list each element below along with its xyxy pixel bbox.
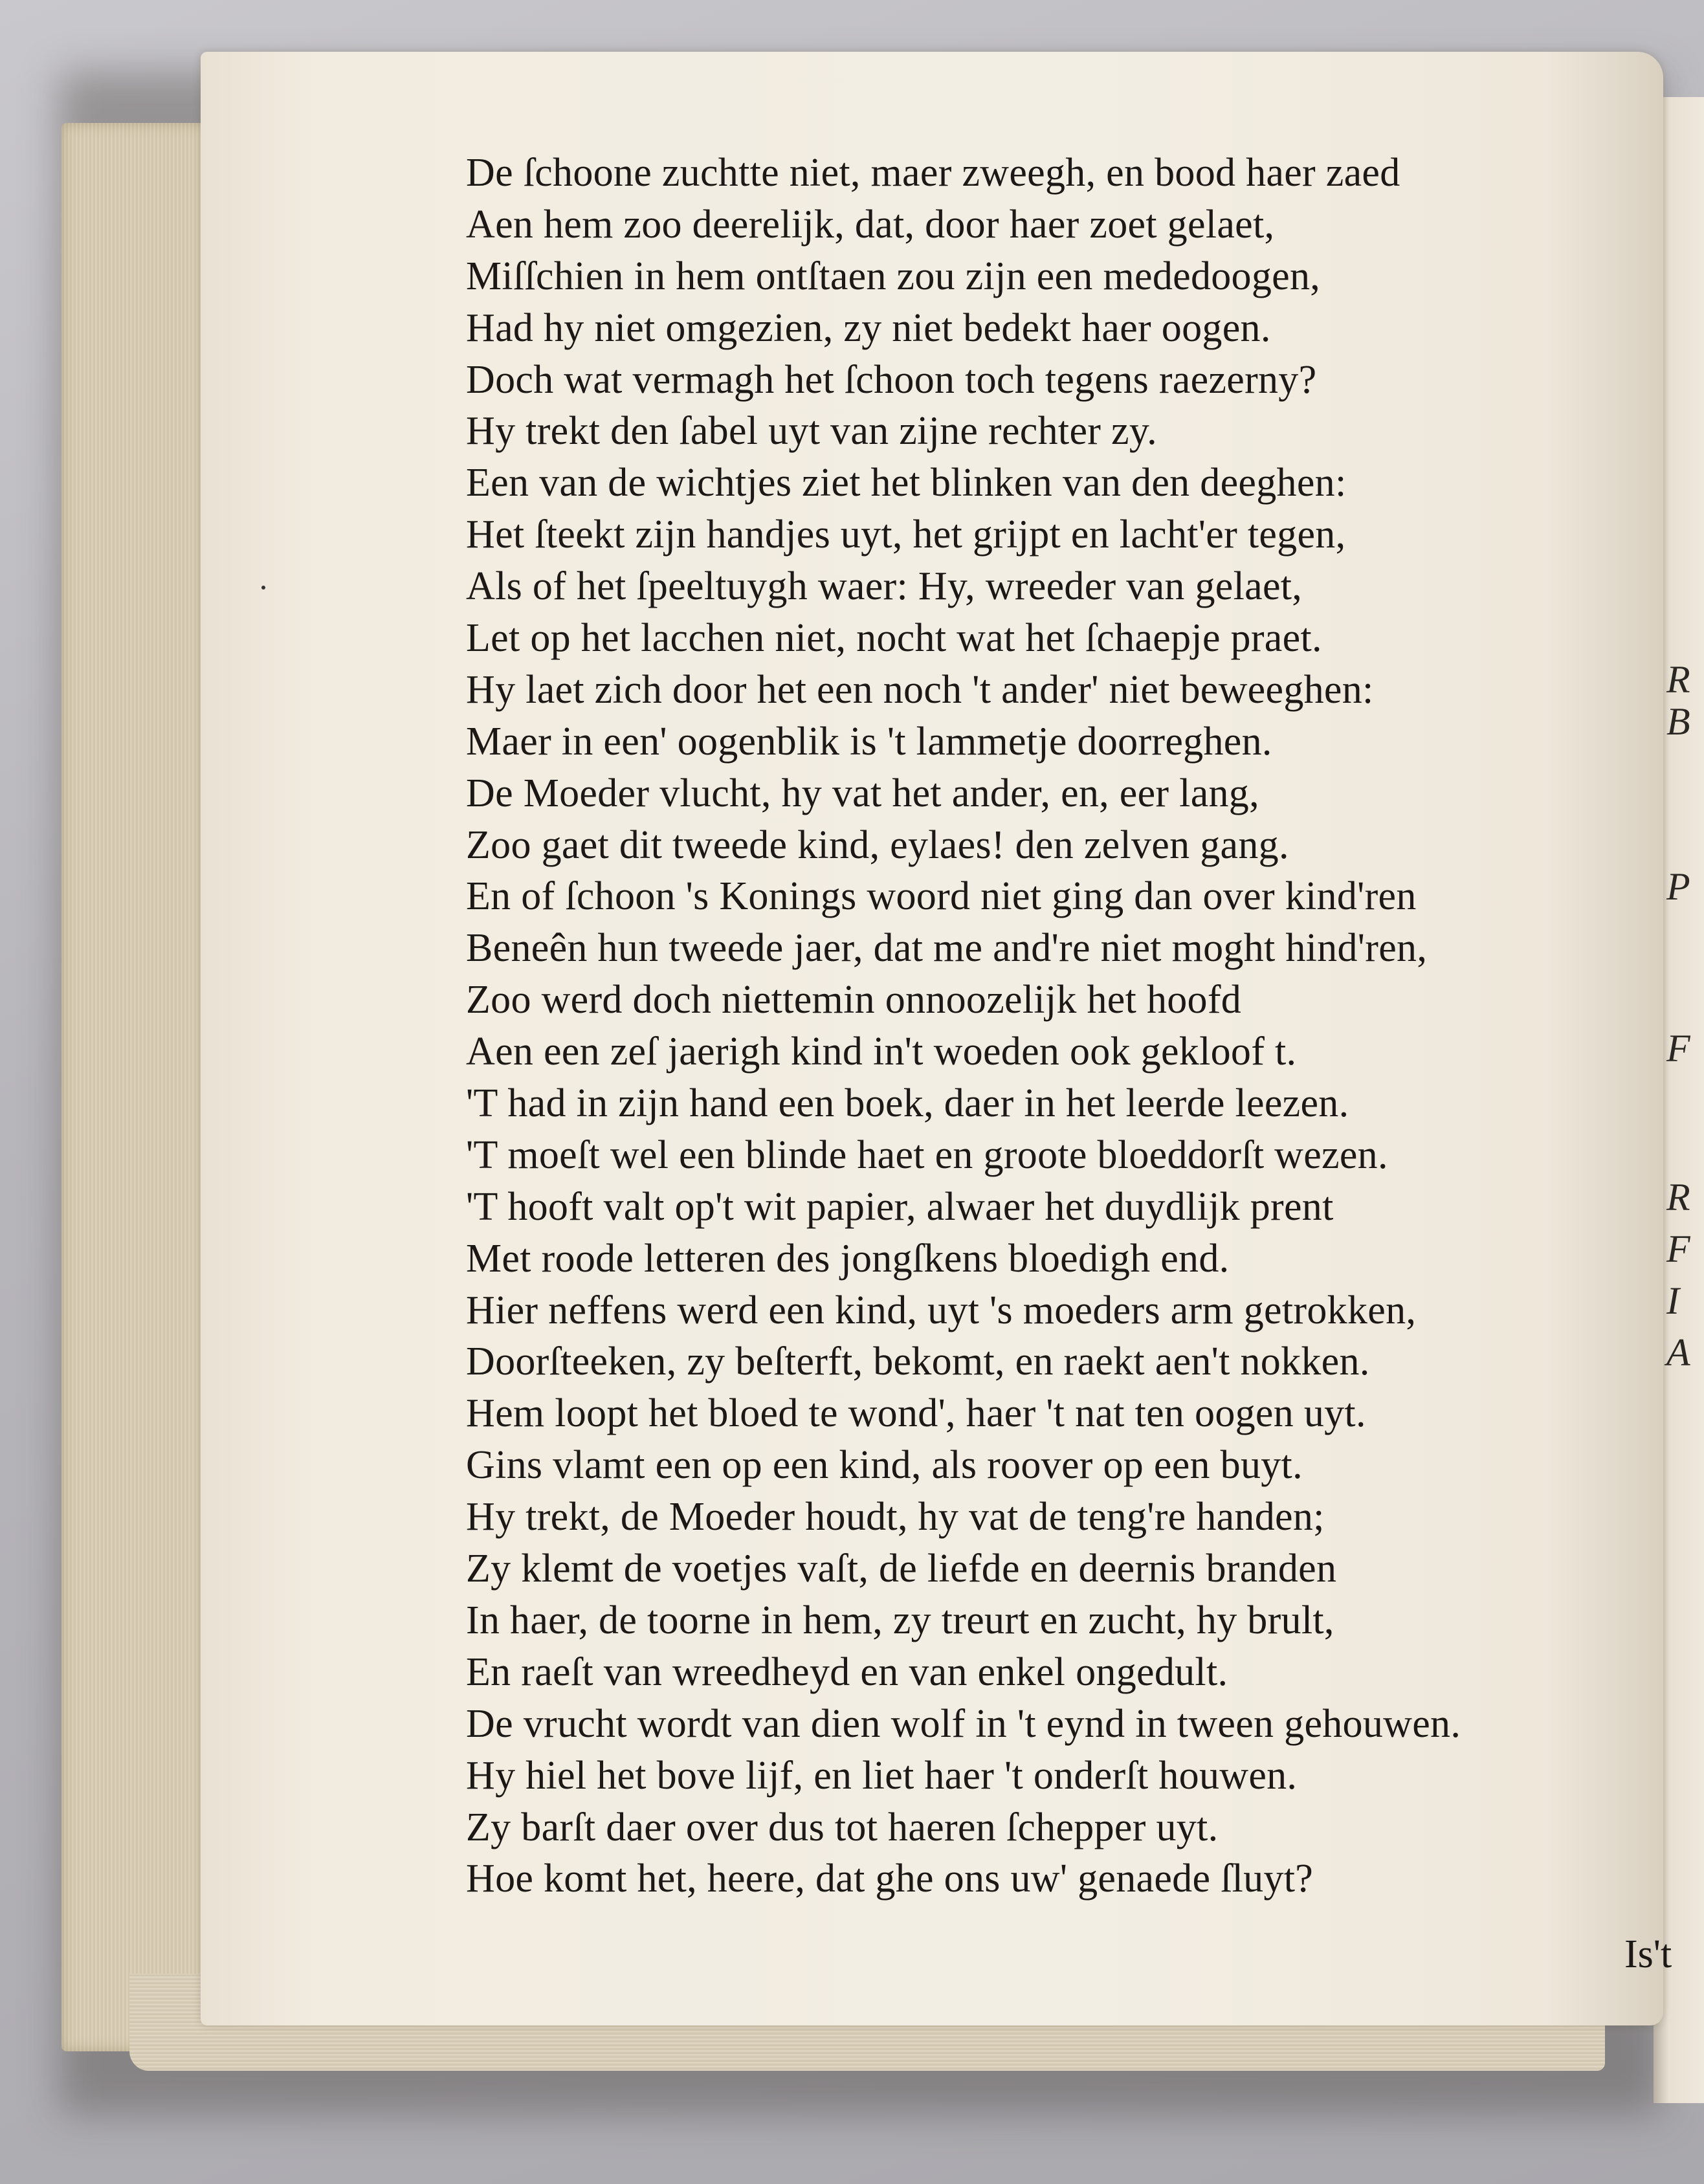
facing-margin-letter: P xyxy=(1666,865,1690,908)
poem-line: Hoe komt het, heere, dat ghe ons uw' genaede ſluyt? xyxy=(466,1857,1314,1901)
poem-line: In haer, de toorne in hem, zy treurt en zucht, hy brult, xyxy=(466,1598,1334,1642)
poem-line: Aen een zeſ jaerigh kind in't woeden ook gekloof t. xyxy=(466,1030,1297,1074)
poem-line: Hem loopt het bloed te wond', haer 't nat ten oogen uyt. xyxy=(466,1391,1366,1436)
poem-line: Hy hiel het bove lijf, en liet haer 't onderſt houwen. xyxy=(466,1753,1298,1798)
poem-line: Hier neffens werd een kind, uyt 's moeders arm getrokken, xyxy=(466,1288,1417,1332)
poem-line: Had hy niet omgezien, zy niet bedekt haer oogen. xyxy=(466,305,1271,350)
facing-margin-letter: I xyxy=(1666,1279,1679,1322)
poem-line: 'T moeſt wel een blinde haet en groote bloeddorſt wezen. xyxy=(466,1132,1388,1177)
facing-margin-letter: A xyxy=(1666,1331,1690,1374)
poem-line: Aen hem zoo deerelijk, dat, door haer zoet gelaet, xyxy=(466,202,1275,247)
poem-line: Doch wat vermagh het ſchoon toch tegens raezerny? xyxy=(466,357,1317,402)
poem-line: En of ſchoon 's Konings woord niet ging dan over kind'ren xyxy=(466,874,1417,919)
poem-line: Zoo werd doch niettemin onnoozelijk het hoofd xyxy=(466,978,1242,1022)
poem-line: Een van de wichtjes ziet het blinken van den deeghen: xyxy=(466,461,1347,505)
facing-margin-letter: F xyxy=(1666,1228,1690,1270)
poem-line: Gins vlamt een op een kind, als roover op een buyt. xyxy=(466,1443,1303,1488)
poem-line: De ſchoone zuchtte niet, maer zweegh, en bood haer zaed xyxy=(466,151,1400,195)
poem-line: Hy laet zich door het een noch 't ander' niet beweeghen: xyxy=(466,667,1374,712)
poem-line: Beneên hun tweede jaer, dat me and're niet moght hind'ren, xyxy=(466,926,1428,971)
poem-line: Miſſchien in hem ontſtaen zou zijn een mededoogen, xyxy=(466,254,1321,298)
catchword: Is't xyxy=(1624,1932,1672,1976)
poem-line: 'T had in zijn hand een boek, daer in het leerde leezen. xyxy=(466,1081,1349,1126)
facing-margin-letter: R xyxy=(1666,1176,1690,1219)
facing-margin-letter: F xyxy=(1666,1027,1690,1070)
poem-line: Hy trekt den ſabel uyt van zijne rechter zy. xyxy=(466,409,1157,454)
facing-margin-letter: R xyxy=(1666,658,1690,701)
poem-line: De vrucht wordt van dien wolf in 't eynd in tween gehouwen. xyxy=(466,1701,1461,1746)
poem-text-block xyxy=(466,148,1663,1905)
poem-line: En raeſt van wreedheyd en van enkel ongedult. xyxy=(466,1649,1228,1694)
poem-line: Doorſteeken, zy beſterft, bekomt, en raekt aen't nokken. xyxy=(466,1340,1370,1384)
poem-line: 'T hooft valt op't wit papier, alwaer het duydlijk prent xyxy=(466,1184,1334,1229)
poem-line: Hy trekt, de Moeder houdt, hy vat de teng're handen; xyxy=(466,1495,1325,1539)
poem-line: Zy klemt de voetjes vaſt, de liefde en deernis branden xyxy=(466,1547,1337,1591)
poem-line: Let op het lacchen niet, nocht wat het ſchaepje praet. xyxy=(466,616,1322,661)
facing-margin-letter: B xyxy=(1666,700,1690,743)
ink-speck xyxy=(261,586,265,590)
poem-line: Zy barſt daer over dus tot haeren ſchepper uyt. xyxy=(466,1805,1219,1849)
poem-line: Als of het ſpeeltuygh waer: Hy, wreeder van gelaet, xyxy=(466,564,1303,609)
poem-line: Maer in een' oogenblik is 't lammetje doorreghen. xyxy=(466,719,1272,764)
poem-line: De Moeder vlucht, hy vat het ander, en, eer lang, xyxy=(466,771,1259,815)
poem-line: Met roode letteren des jongſkens bloedigh end. xyxy=(466,1236,1230,1281)
poem-line: Het ſteekt zijn handjes uyt, het grijpt en lacht'er tegen, xyxy=(466,513,1346,557)
poem-line: Zoo gaet dit tweede kind, eylaes! den zelven gang. xyxy=(466,822,1289,867)
